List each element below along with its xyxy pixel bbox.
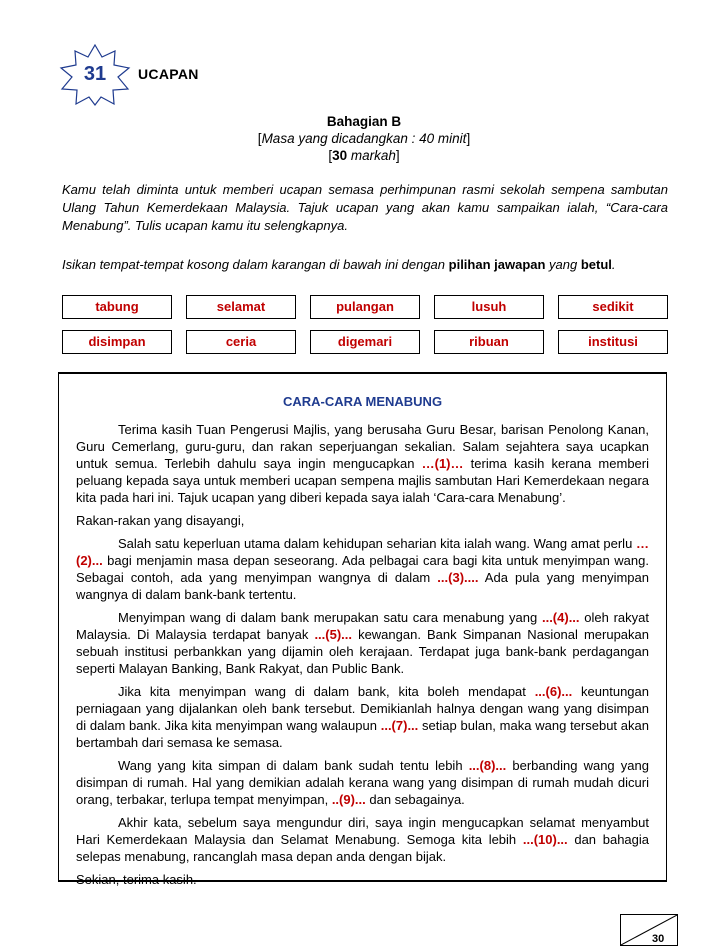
blank-6: ...(6)... [534,684,573,699]
section-title: Bahagian B [326,114,402,129]
essay-paragraph: Terima kasih Tuan Pengerusi Majlis, yang berusaha Guru Besar, barisan Penolong Kanan, Guru Cemerlang, guru-guru, dan rakan seperjuangan sekalian. Salam sejahtera saya ucapkan untuk semua. Terlebih dahulu saya ingin mengucapkan …(1)… terima kasih kerana memberi peluang kepada saya untuk memberi ucapan sempena majlis sambutan Hari Kemerdekaan negara kita pada hari ini. Tajuk ucapan yang diberi kepada saya ialah ‘Cara-cara Menabung’. [76,422,649,505]
option-box: lusuh [434,295,544,319]
essay-title: CARA-CARA MENABUNG [282,394,443,409]
option-box: sedikit [558,295,668,319]
blank-5: ...(5)... [314,627,352,642]
blank-10: ...(10)... [522,832,568,847]
score-box [620,914,678,946]
option-box: pulangan [310,295,420,319]
blank-7: ...(7)... [380,718,419,733]
essay-paragraph: Wang yang kita simpan di dalam bank sudah tentu lebih ...(8)... berbanding wang yang disimpan di rumah. Hal yang demikian adalah kerana wang yang disimpan di rumah mudah dicuri orang, terbakar, terlupa tempat menyimpan, ..(9)... dan sebagainya. [76,758,649,807]
section-header [200,113,528,164]
essay-paragraph: Menyimpan wang di dalam bank merupakan satu cara menabung yang ...(4)... oleh rakyat Malaysia. Di Malaysia terdapat banyak ...(5)... kewangan. Bank Simpanan Nasional merupakan sebuah institusi perbankkan yang dijamin oleh kerajaan. Terdapat juga bank-bank perdagangan seperti Malayan Banking, Bank Rakyat, dan Public Bank. [76,610,649,676]
option-box: ribuan [434,330,544,354]
blank-3: ...(3).... [437,570,479,585]
option-box: digemari [310,330,420,354]
option-box: disimpan [62,330,172,354]
diagonal-divider-icon [621,915,677,945]
essay-paragraph: Rakan-rakan yang disayangi, [76,513,245,528]
option-box: institusi [558,330,668,354]
essay-paragraph: Salah satu keperluan utama dalam kehidupan seharian kita ialah wang. Wang amat perlu …(2)... bagi menjamin masa depan seseorang. Ada pelbagai cara bagi kita untuk menyimpan wang. Sebagai contoh, ada yang menyimpan wangnya di dalam ...(3).... Ada pula yang menyimpan wangnya di dalam bank-bank tertentu. [76,536,649,602]
blank-9: ..(9)... [331,792,366,807]
essay-prompt: Kamu telah diminta untuk memberi ucapan semasa perhimpunan rasmi sekolah sempena sambutan Ulang Tahun Kemerdekaan Malaysia. Tajuk ucapan yang akan kamu sampaikan ialah, “Cara-cara Menabung”. Tulis ucapan kamu itu selengkapnya. [62,182,668,233]
topic-title: UCAPAN [138,66,199,82]
essay-paragraph: Sekian, terima kasih. [76,872,197,887]
option-box: tabung [62,295,172,319]
essay-paragraph: Akhir kata, sebelum saya mengundur diri, saya ingin mengucapkan selamat menyambut Hari Kemerdekaan Malaysia dan Selamat Menabung. Semoga kita lebih ...(10)... dan bahagia selepas menabung, rancanglah masa depan anda dengan bijak. [76,815,649,864]
fill-instruction: Isikan tempat-tempat kosong dalam karangan di bawah ini dengan pilihan jawapan yang betul. [62,257,616,272]
blank-1: …(1)… [421,456,464,471]
question-number-badge [58,44,132,106]
page-number: 30 [652,933,665,945]
blank-2: …(2)... [76,536,649,568]
question-number: 31 [83,63,107,85]
option-box: selamat [186,295,296,319]
blank-8: ...(8)... [468,758,507,773]
marks-note: [30 markah] [328,148,400,163]
time-note: [Masa yang dicadangkan : 40 minit] [257,131,471,146]
essay-box [58,372,667,887]
essay-paragraph: Jika kita menyimpan wang di dalam bank, kita boleh mendapat ...(6)... keuntungan perniagaan yang dijalankan oleh bank tersebut. Demikianlah halnya dengan wang yang disimpan di dalam bank. Jika kita menyimpan wang walaupun ...(7)... setiap bulan, maka wang tersebut akan bertambah dari semasa ke semasa. [76,684,649,750]
option-box: ceria [186,330,296,354]
blank-4: ...(4)... [541,610,580,625]
